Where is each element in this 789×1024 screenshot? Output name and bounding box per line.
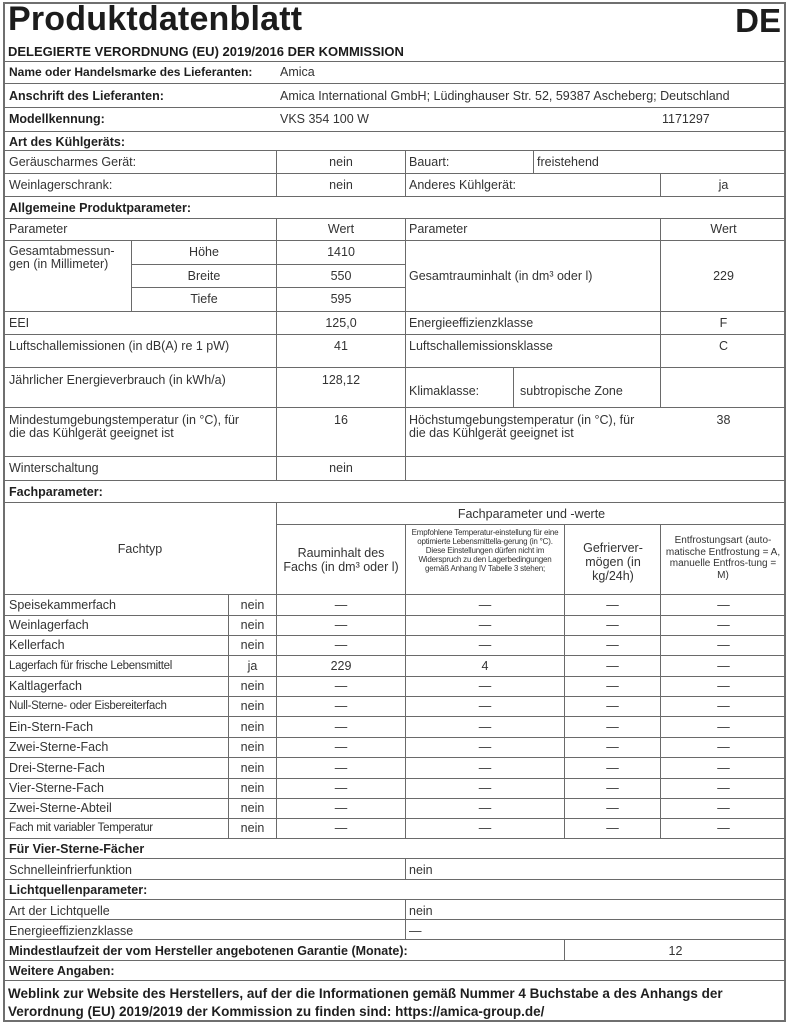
width-label: Breite [187, 269, 221, 283]
compartment-freeze: — [606, 720, 619, 734]
divider [4, 838, 786, 839]
compartment-temp: — [478, 821, 492, 835]
other-appliance-value: ja [718, 178, 729, 192]
divider [4, 107, 786, 108]
divider [4, 218, 786, 219]
compartment-volume: — [334, 761, 348, 775]
annual-energy-value: 128,12 [321, 373, 361, 387]
design-value: freistehend [537, 155, 599, 169]
divider [4, 131, 786, 132]
col-value-left: Wert [327, 222, 355, 236]
compartment-type: Weinlagerfach [9, 618, 89, 632]
low-noise-value: nein [329, 155, 353, 169]
supplier-name-label: Name oder Handelsmarke des Lieferanten: [9, 65, 253, 79]
col-freezing-capacity: Gefrierver-mögen (in kg/24h) [583, 541, 643, 583]
compartment-volume: — [334, 699, 348, 713]
compartment-present: nein [240, 720, 265, 734]
col-parameter-right: Parameter [409, 222, 468, 236]
col-divider [405, 899, 406, 939]
divider [4, 635, 786, 636]
noise-class-label: Luftschallemissionsklasse [409, 339, 553, 353]
energy-class-value: F [719, 316, 728, 330]
light-class-label: Energieeffizienzklasse [9, 924, 134, 938]
divider [4, 502, 786, 503]
low-noise-label: Geräuscharmes Gerät: [9, 155, 137, 169]
col-parameter-left: Parameter [9, 222, 68, 236]
divider [276, 524, 786, 525]
compartment-temp: — [478, 638, 492, 652]
light-type-label: Art der Lichtquelle [9, 904, 110, 918]
compartment-freeze: — [606, 699, 619, 713]
divider [4, 594, 786, 595]
warranty-value: 12 [668, 944, 683, 958]
design-label: Bauart: [409, 155, 450, 169]
divider [4, 980, 786, 981]
compartment-volume: — [334, 618, 348, 632]
divider [4, 196, 786, 197]
compartment-volume: — [334, 740, 348, 754]
divider [4, 150, 786, 151]
compartment-defrost: — [717, 740, 730, 754]
divider [4, 696, 786, 697]
compartment-freeze: — [606, 659, 619, 673]
compartment-temp: — [478, 761, 492, 775]
compartment-defrost: — [717, 598, 730, 612]
other-appliance-label: Anderes Kühlgerät: [409, 178, 517, 192]
divider [4, 757, 786, 758]
compartment-temp: — [478, 720, 492, 734]
min-temp-label-line1: Mindestumgebungstemperatur (in °C), für [9, 413, 240, 427]
compartment-present: nein [240, 761, 265, 775]
col-recommended-temp: Empfohlene Temperatur-einstellung für eine optimierte Lebensmittella-gerung (in °C). Diese Einstellungen dürfen nicht im Widerspruch zu den Lagerbedingungen gemäß Anhang IV Tabelle 3 stehen; [411, 528, 559, 573]
compartment-temp: — [478, 699, 492, 713]
divider [4, 879, 786, 880]
climate-class-value: subtropische Zone [520, 384, 623, 398]
compartment-defrost: — [717, 679, 730, 693]
min-temp-label-line2: die das Kühlgerät geeignet ist [9, 426, 174, 440]
max-temp-label-line2: die das Kühlgerät geeignet ist [409, 426, 574, 440]
compartment-present: nein [240, 781, 265, 795]
compartment-present: nein [240, 618, 265, 632]
compartment-temp: — [478, 598, 492, 612]
divider [4, 311, 786, 312]
compartment-volume: 229 [330, 659, 352, 673]
col-divider [405, 150, 406, 196]
section-general-parameters: Allgemeine Produktparameter: [9, 201, 191, 215]
compartment-temp: 4 [481, 659, 489, 673]
section-light-source: Lichtquellenparameter: [9, 883, 148, 897]
warranty-label: Mindestlaufzeit der vom Hersteller angebotenen Garantie (Monate): [9, 944, 408, 958]
compartment-volume: — [334, 801, 348, 815]
climate-class-label: Klimaklasse: [409, 384, 480, 398]
compartment-type: Zwei-Sterne-Fach [9, 740, 109, 754]
compartment-defrost: — [717, 618, 730, 632]
divider [131, 264, 405, 265]
compartment-freeze: — [606, 598, 619, 612]
compartment-volume: — [334, 821, 348, 835]
divider [4, 737, 786, 738]
compartment-freeze: — [606, 781, 619, 795]
model-value: VKS 354 100 W [280, 112, 369, 126]
col-compartment-volume: Rauminhalt des Fachs (in dm³ oder l) [283, 546, 399, 574]
total-volume-value: 229 [713, 269, 734, 283]
col-compartment-type: Fachtyp [117, 542, 163, 556]
height-value: 1410 [327, 245, 355, 259]
compartment-volume: — [334, 638, 348, 652]
page-title: Produktdatenblatt [8, 0, 303, 38]
eei-value: 125,0 [325, 316, 357, 330]
compartment-defrost: — [717, 638, 730, 652]
col-divider [513, 367, 514, 407]
divider [4, 655, 786, 656]
winter-switch-value: nein [329, 461, 353, 475]
min-temp-value: 16 [334, 413, 348, 427]
depth-label: Tiefe [190, 292, 218, 306]
divider [4, 960, 786, 961]
divider [4, 407, 786, 408]
compartment-volume: — [334, 679, 348, 693]
divider [4, 919, 786, 920]
compartment-defrost: — [717, 761, 730, 775]
divider [4, 899, 786, 900]
col-divider [405, 858, 406, 879]
compartment-temp: — [478, 781, 492, 795]
noise-label: Luftschallemissionen (in dB(A) re 1 pW) [9, 339, 230, 353]
divider [4, 939, 786, 940]
compartment-temp: — [478, 740, 492, 754]
language-code: DE [735, 2, 781, 39]
compartment-present: nein [240, 679, 265, 693]
supplier-address-label: Anschrift des Lieferanten: [9, 89, 164, 103]
compartment-freeze: — [606, 740, 619, 754]
compartment-type: Drei-Sterne-Fach [9, 761, 105, 775]
divider [4, 716, 786, 717]
height-label: Höhe [189, 245, 219, 259]
compartment-defrost: — [717, 659, 730, 673]
compartment-defrost: — [717, 720, 730, 734]
energy-class-label: Energieeffizienzklasse [409, 316, 534, 330]
compartment-group-header: Fachparameter und -werte [457, 507, 606, 521]
compartment-present: nein [240, 699, 265, 713]
max-temp-value: 38 [716, 413, 731, 427]
width-value: 550 [330, 269, 352, 283]
compartment-present: nein [240, 638, 265, 652]
divider [4, 676, 786, 677]
compartment-type: Kaltlagerfach [9, 679, 82, 693]
max-temp-label-line1: Höchstumgebungstemperatur (in °C), für [409, 413, 635, 427]
divider [4, 367, 786, 368]
wine-cabinet-value: nein [329, 178, 353, 192]
section-compartments: Fachparameter: [9, 485, 103, 499]
eei-label: EEI [9, 316, 30, 330]
compartment-freeze: — [606, 638, 619, 652]
compartment-defrost: — [717, 699, 730, 713]
fast-freeze-value: nein [409, 863, 433, 877]
model-label: Modellkennung: [9, 112, 105, 126]
compartment-volume: — [334, 720, 348, 734]
noise-class-value: C [718, 339, 729, 353]
divider [4, 456, 786, 457]
compartment-type: Lagerfach für frische Lebensmittel [9, 660, 173, 672]
col-value-right: Wert [710, 222, 737, 236]
col-defrost-type: Entfrostungsart (auto-matische Entfrostung = A, manuelle Entfros-tung = M) [665, 535, 781, 581]
regulation-subtitle: DELEGIERTE VERORDNUNG (EU) 2019/2016 DER KOMMISSION [8, 44, 404, 59]
compartment-freeze: — [606, 801, 619, 815]
compartment-present: nein [240, 598, 265, 612]
compartment-present: nein [240, 740, 265, 754]
compartment-volume: — [334, 781, 348, 795]
compartment-temp: — [478, 801, 492, 815]
wine-cabinet-label: Weinlagerschrank: [9, 178, 113, 192]
supplier-address-value: Amica International GmbH; Lüdinghauser Str. 52, 59387 Ascheberg; Deutschland [280, 89, 730, 103]
compartment-type: Ein-Stern-Fach [9, 720, 94, 734]
compartment-freeze: — [606, 679, 619, 693]
annual-energy-label: Jährlicher Energieverbrauch (in kWh/a) [9, 373, 226, 387]
compartment-type: Null-Sterne- oder Eisbereiterfach [9, 700, 167, 712]
divider [4, 240, 786, 241]
section-appliance-type: Art des Kühlgeräts: [9, 135, 125, 149]
depth-value: 595 [330, 292, 352, 306]
divider [4, 778, 786, 779]
compartment-freeze: — [606, 618, 619, 632]
compartment-freeze: — [606, 761, 619, 775]
compartment-defrost: — [717, 821, 730, 835]
divider [4, 858, 786, 859]
dimensions-label: Gesamtabmessun-gen (in Millimeter) [9, 244, 115, 271]
compartment-type: Fach mit variabler Temperatur [9, 822, 153, 834]
compartment-temp: — [478, 618, 492, 632]
section-further-info: Weitere Angaben: [9, 964, 115, 978]
compartment-present: nein [240, 801, 265, 815]
divider [4, 83, 786, 84]
light-class-value: — [409, 924, 422, 938]
divider [4, 334, 786, 335]
divider [4, 61, 786, 62]
compartment-freeze: — [606, 821, 619, 835]
compartment-type: Vier-Sterne-Fach [9, 781, 104, 795]
compartment-type: Kellerfach [9, 638, 65, 652]
compartment-present: ja [247, 659, 258, 673]
col-divider [660, 218, 661, 407]
winter-switch-label: Winterschaltung [9, 461, 99, 475]
section-four-star: Für Vier-Sterne-Fächer [9, 842, 145, 856]
divider [4, 480, 786, 481]
compartment-volume: — [334, 598, 348, 612]
noise-value: 41 [334, 339, 348, 353]
fast-freeze-label: Schnelleinfrierfunktion [9, 863, 132, 877]
supplier-name-value: Amica [280, 65, 315, 79]
compartment-present: nein [240, 821, 265, 835]
divider [4, 173, 786, 174]
compartment-type: Speisekammerfach [9, 598, 116, 612]
manufacturer-weblink-text[interactable]: Weblink zur Website des Herstellers, auf der die Informationen gemäß Nummer 4 Buchstabe a des Anhangs der Verordnung (EU) 2019/2019 der Kommission zu finden sind: https://amica-group.de/ [8, 986, 723, 1019]
compartment-defrost: — [717, 781, 730, 795]
divider [4, 615, 786, 616]
compartment-defrost: — [717, 801, 730, 815]
model-number: 1171297 [662, 112, 710, 126]
col-divider [533, 150, 534, 173]
light-type-value: nein [409, 904, 433, 918]
total-volume-label: Gesamtrauminhalt (in dm³ oder l) [409, 269, 593, 283]
divider [4, 798, 786, 799]
compartment-type: Zwei-Sterne-Abteil [9, 801, 112, 815]
divider [131, 287, 405, 288]
divider [4, 818, 786, 819]
col-divider [405, 218, 406, 480]
compartment-temp: — [478, 679, 492, 693]
